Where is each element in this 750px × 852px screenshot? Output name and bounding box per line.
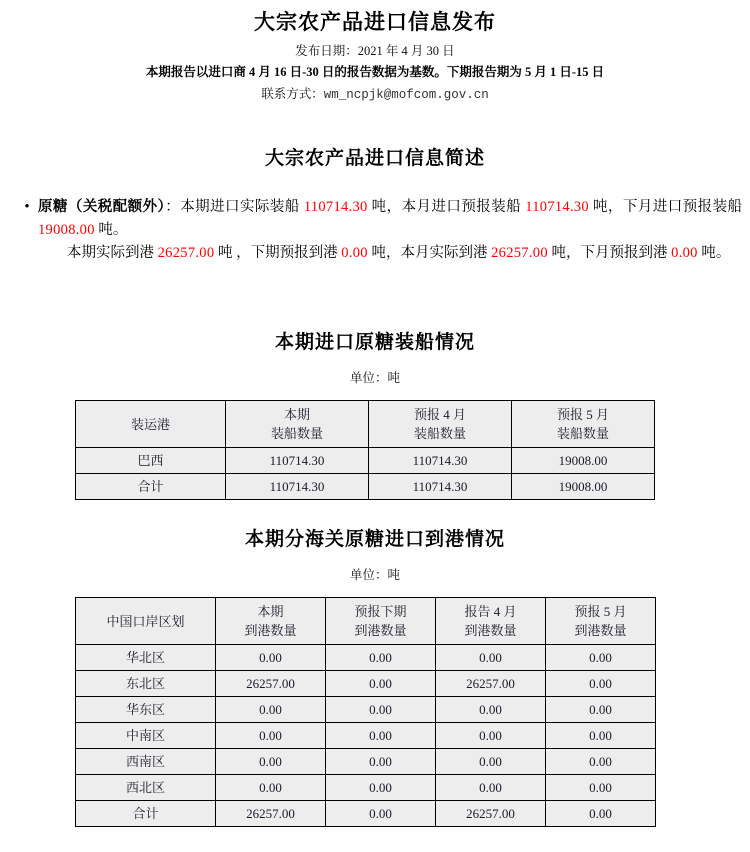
col-header-line1: 预报 4 月 bbox=[413, 407, 466, 422]
col-header-line2: 到港数量 bbox=[574, 623, 627, 638]
table-header-row bbox=[76, 598, 656, 645]
shipping-table-head bbox=[76, 401, 655, 448]
cell-forecast-april: 110714.30 bbox=[369, 448, 512, 474]
cell-report-april: 0.00 bbox=[436, 645, 546, 671]
summary-bullet-text bbox=[38, 196, 742, 265]
cell-forecast-may: 0.00 bbox=[546, 801, 656, 827]
summary-text-2a: 本期实际到港 bbox=[67, 245, 158, 261]
col-header-line1: 报告 4 月 bbox=[464, 604, 517, 619]
col-header-line1: 本期 bbox=[283, 407, 310, 422]
report-basis-note: 本期报告以进口商 4 月 16 日-30 日的报告数据为基数。下期报告期为 5 月 1 日-15 日 bbox=[145, 65, 605, 79]
cell-forecast-next-period: 0.00 bbox=[326, 775, 436, 801]
shipped-actual-period-value: 110714.30 bbox=[303, 199, 368, 215]
table-row bbox=[76, 671, 656, 697]
port-table-head bbox=[76, 598, 656, 645]
bullet-dot-icon: • bbox=[24, 199, 30, 215]
col-header-current-period bbox=[226, 401, 369, 448]
cell-current-period: 110714.30 bbox=[226, 448, 369, 474]
table-row-total bbox=[76, 801, 656, 827]
shipped-forecast-month-value: 110714.30 bbox=[525, 199, 589, 215]
cell-forecast-next-period: 0.00 bbox=[326, 723, 436, 749]
cell-forecast-may: 0.00 bbox=[546, 749, 656, 775]
table-row bbox=[76, 645, 656, 671]
summary-text-1a: ：本期进口实际装船 bbox=[165, 199, 304, 215]
col-header-forecast-may bbox=[546, 598, 656, 645]
port-arrival-table bbox=[75, 597, 656, 827]
summary-text-2b: 吨 ，下期预报到港 bbox=[214, 245, 342, 261]
table-row bbox=[76, 749, 656, 775]
cell-forecast-next-period: 0.00 bbox=[326, 749, 436, 775]
summary-text-1b: 吨，本月进口预报装船 bbox=[367, 199, 526, 215]
arrival-forecast-nextperiod-value: 0.00 bbox=[341, 245, 368, 261]
col-header-forecast-april bbox=[369, 401, 512, 448]
publish-date: 发布日期：2021 年 4 月 30 日 bbox=[295, 44, 455, 58]
col-header-report-april bbox=[436, 598, 546, 645]
summary-text-1d: 吨。 bbox=[94, 222, 128, 238]
col-header-line2: 到港数量 bbox=[244, 623, 297, 638]
summary-text-2e: 吨。 bbox=[697, 245, 731, 261]
cell-report-april: 0.00 bbox=[436, 723, 546, 749]
cell-forecast-may: 19008.00 bbox=[512, 474, 655, 500]
summary-section-heading: 大宗农产品进口信息简述 bbox=[264, 147, 485, 169]
table-row bbox=[76, 448, 655, 474]
cell-report-april: 0.00 bbox=[436, 749, 546, 775]
col-header-current-period bbox=[216, 598, 326, 645]
page-title: 大宗农产品进口信息发布 bbox=[254, 9, 496, 34]
summary-bullet-item bbox=[0, 196, 750, 265]
table-row bbox=[76, 723, 656, 749]
cell-forecast-may: 0.00 bbox=[546, 671, 656, 697]
shipped-forecast-nextmonth-value: 19008.00 bbox=[38, 222, 95, 238]
arrival-actual-month-value: 26257.00 bbox=[491, 245, 548, 261]
port-table-heading: 本期分海关原糖进口到港情况 bbox=[244, 528, 505, 550]
cell-forecast-next-period: 0.00 bbox=[326, 645, 436, 671]
cell-forecast-may: 0.00 bbox=[546, 723, 656, 749]
arrival-actual-period-value: 26257.00 bbox=[157, 245, 215, 261]
document-page bbox=[0, 8, 750, 852]
col-header-forecast-next-period bbox=[326, 598, 436, 645]
summary-text-1c: 吨，下月进口预报装船 bbox=[588, 199, 743, 215]
col-header-line1: 预报 5 月 bbox=[574, 604, 627, 619]
shipping-table-unit: 单位：吨 bbox=[349, 371, 400, 385]
summary-text-2d: 吨，下月预报到港 bbox=[547, 245, 672, 261]
arrival-forecast-nextmonth-value: 0.00 bbox=[671, 245, 698, 261]
port-table-body bbox=[76, 645, 656, 827]
shipping-table-body bbox=[76, 448, 655, 500]
col-header-line2: 装船数量 bbox=[270, 426, 323, 441]
table-row bbox=[76, 775, 656, 801]
table-row-total bbox=[76, 474, 655, 500]
col-header-line1: 预报下期 bbox=[354, 604, 407, 619]
col-header-line2: 装船数量 bbox=[556, 426, 609, 441]
cell-region-name: 华北区 bbox=[76, 645, 216, 671]
col-header-forecast-may bbox=[512, 401, 655, 448]
contact-line bbox=[0, 85, 750, 105]
cell-region-name: 西南区 bbox=[76, 749, 216, 775]
section-spacer bbox=[0, 265, 750, 327]
cell-forecast-may: 0.00 bbox=[546, 697, 656, 723]
cell-report-april: 26257.00 bbox=[436, 801, 546, 827]
cell-current-period: 0.00 bbox=[216, 697, 326, 723]
summary-block bbox=[0, 196, 750, 265]
col-header-line1: 中国口岸区划 bbox=[106, 613, 185, 629]
contact-label: 联系方式： bbox=[261, 87, 324, 101]
cell-port-name: 巴西 bbox=[76, 448, 226, 474]
cell-report-april: 26257.00 bbox=[436, 671, 546, 697]
commodity-label: 原糖（关税配额外） bbox=[38, 199, 166, 215]
col-header-china-port-region bbox=[76, 598, 216, 645]
section-spacer-2 bbox=[0, 500, 750, 524]
table-row bbox=[76, 697, 656, 723]
port-table-unit: 单位：吨 bbox=[349, 568, 400, 582]
summary-text-2c: 吨，本月实际到港 bbox=[367, 245, 492, 261]
cell-region-name: 西北区 bbox=[76, 775, 216, 801]
cell-region-name: 中南区 bbox=[76, 723, 216, 749]
cell-forecast-april: 110714.30 bbox=[369, 474, 512, 500]
cell-current-period: 0.00 bbox=[216, 749, 326, 775]
shipping-table-heading: 本期进口原糖装船情况 bbox=[274, 331, 475, 353]
summary-paragraph-2 bbox=[38, 242, 742, 265]
cell-forecast-next-period: 0.00 bbox=[326, 697, 436, 723]
port-table-wrapper bbox=[0, 597, 750, 827]
cell-current-period: 0.00 bbox=[216, 775, 326, 801]
cell-report-april: 0.00 bbox=[436, 697, 546, 723]
col-header-line2: 到港数量 bbox=[354, 623, 407, 638]
col-header-line1: 预报 5 月 bbox=[556, 407, 609, 422]
cell-region-name: 东北区 bbox=[76, 671, 216, 697]
cell-forecast-may: 19008.00 bbox=[512, 448, 655, 474]
cell-region-name: 华东区 bbox=[76, 697, 216, 723]
cell-forecast-may: 0.00 bbox=[546, 775, 656, 801]
col-header-line2: 到港数量 bbox=[464, 623, 517, 638]
shipping-table bbox=[75, 400, 655, 500]
col-header-line1: 本期 bbox=[257, 604, 284, 619]
shipping-table-wrapper bbox=[0, 400, 750, 500]
cell-port-name: 合计 bbox=[76, 474, 226, 500]
cell-region-name: 合计 bbox=[76, 801, 216, 827]
document-header bbox=[0, 8, 750, 105]
cell-current-period: 26257.00 bbox=[216, 671, 326, 697]
cell-forecast-next-period: 0.00 bbox=[326, 801, 436, 827]
cell-current-period: 0.00 bbox=[216, 723, 326, 749]
cell-report-april: 0.00 bbox=[436, 775, 546, 801]
contact-email: wm_ncpjk@mofcom.gov.cn bbox=[323, 88, 489, 102]
col-header-line1: 装运港 bbox=[130, 416, 170, 432]
cell-forecast-next-period: 0.00 bbox=[326, 671, 436, 697]
cell-current-period: 110714.30 bbox=[226, 474, 369, 500]
col-header-loading-port bbox=[76, 401, 226, 448]
cell-current-period: 26257.00 bbox=[216, 801, 326, 827]
cell-forecast-may: 0.00 bbox=[546, 645, 656, 671]
col-header-line2: 装船数量 bbox=[413, 426, 466, 441]
table-header-row bbox=[76, 401, 655, 448]
cell-current-period: 0.00 bbox=[216, 645, 326, 671]
